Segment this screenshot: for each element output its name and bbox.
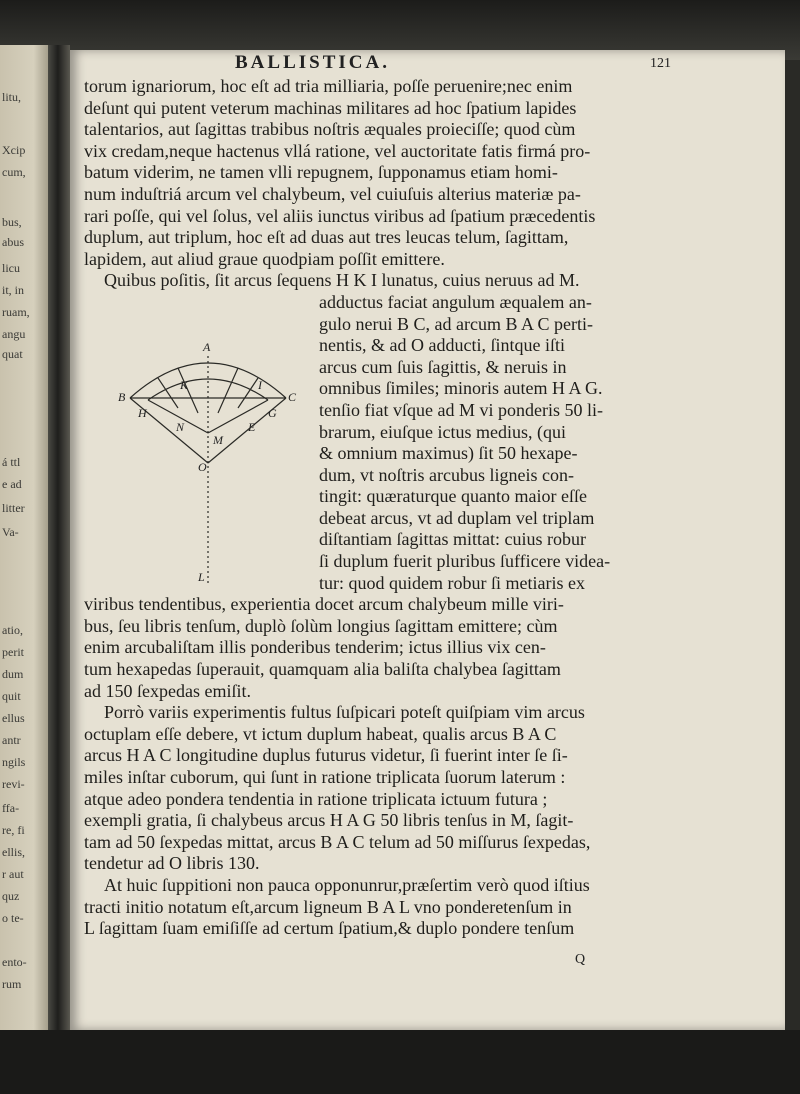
left-fragment: rum [2, 977, 22, 991]
running-title: BALLISTICA. [235, 52, 390, 73]
figure-label: G [268, 406, 277, 420]
text-line: atque adeo pondera tendentia in ratione triplicata ictuum futura ; [84, 788, 548, 809]
left-fragment: Xcip [2, 143, 26, 157]
book-gutter [48, 45, 70, 1030]
text-line: adductus faciat angulum æqualem an- [319, 291, 592, 312]
left-fragment: o te- [2, 911, 24, 925]
text-line: gulo nerui B C, ad arcum B A C perti- [319, 313, 593, 334]
left-fragment: licu [2, 261, 20, 275]
left-fragment: bus, [2, 215, 22, 229]
text-line: arcus H A C longitudine duplus futurus videtur, ſi fuerint inter ſe ſi- [84, 745, 568, 766]
text-line: tingit: quæraturque quanto maior eſſe [319, 486, 587, 507]
figure-label: N [176, 420, 185, 434]
text-line: exempli gratia, ſi chalybeus arcus H A G 50 libris tenſus in M, ſagit- [84, 810, 574, 831]
text-line: dum, vt noſtris arcubus ligneis con- [319, 464, 574, 485]
left-fragment: perit [2, 645, 24, 659]
text-line: Quibus poſitis, ſit arcus ſequens H K I lunatus, cuius neruus ad M. [104, 270, 580, 291]
text-line: tracti initio notatum eſt,arcum ligneum B A L vno ponderetenſum in [84, 896, 572, 917]
text-line: batum viderim, ne tamen vlli repugnem, ſupponamus etiam homi- [84, 162, 558, 183]
text-line: arcus cum ſuis ſagittis, & neruis in [319, 356, 567, 377]
signature-mark: Q [575, 952, 586, 967]
figure-label: C [288, 390, 297, 404]
text-line: ad 150 ſexpedas emiſit. [84, 680, 251, 701]
text-line: num induſtriá arcum vel chalybeum, vel cuiuſuis alterius materiæ pa- [84, 183, 581, 204]
text-line: octuplam eſſe debere, vt ictum duplum habeat, qualis arcus B A C [84, 723, 557, 744]
figure-label: L [198, 570, 205, 584]
left-fragment: litter [2, 501, 25, 515]
text-line: rari poſſe, qui vel ſolus, vel aliis iunctus viribus ad ſpatium præcedentis [84, 205, 596, 226]
left-fragment: quit [2, 689, 21, 703]
text-line: talentarios, aut ſagittas trabibus noſtris æquales proieciſſe; quod cùm [84, 119, 576, 140]
text-line: L ſagittam ſuam emiſiſſe ad certum ſpatium,& duplo pondere tenſum [84, 918, 575, 939]
left-fragment: it, in [2, 283, 25, 297]
figure-label: K [180, 378, 189, 392]
small-string-right [208, 400, 268, 433]
figure-label: B [118, 390, 126, 404]
left-fragment: Va- [2, 525, 19, 539]
left-fragment: á ttl [2, 455, 21, 469]
text-line: vix credam,neque hactenus vllá ratione, vel auctoritate fatis firmá pro- [84, 140, 591, 161]
text-line: ſi duplum fuerit pluribus ſufficere videa- [319, 551, 611, 572]
text-line: tur: quod quidem robur ſi metiaris ex [319, 572, 585, 593]
text-line: duplum, aut triplum, hoc eſt ad duas aut tres leucas telum, ſagittam, [84, 227, 569, 248]
left-fragment: antr [2, 733, 21, 747]
figure-label: A [203, 340, 211, 354]
figure-label: E [248, 420, 256, 434]
text-line: debeat arcus, vt ad duplam vel triplam [319, 507, 595, 528]
text-line: miles inſtar cuborum, qui ſunt in ratione triplicata ſuorum laterum : [84, 767, 566, 787]
left-fragment: re, fi [2, 823, 25, 837]
bow-diagram [118, 338, 298, 588]
figure-label: I [258, 378, 262, 392]
text-line: bus, ſeu libris tenſum, duplò ſolùm longius ſagittam emittere; cùm [84, 615, 558, 636]
figure-label: M [213, 433, 223, 447]
text-line: At huic ſuppitioni non pauca opponunrur,præſertim verò quod iſtius [104, 874, 590, 895]
left-fragment: atio, [2, 623, 23, 637]
left-fragment: r aut [2, 867, 24, 881]
left-fragment: dum [2, 667, 24, 681]
left-fragment: ffa- [2, 801, 20, 815]
text-line: viribus tendentibus, experientia docet arcum chalybeum mille viri- [84, 594, 564, 615]
text-line: Porrò variis experimentis fultus ſuſpicari poteſt quiſpiam vim arcus [104, 702, 585, 723]
left-fragment: revi- [2, 777, 25, 791]
page-number: 121 [650, 56, 671, 71]
left-fragment: cum, [2, 165, 26, 179]
text-line: brarum, eiuſque ictus medius, (qui [319, 421, 566, 442]
figure-label: H [138, 406, 147, 420]
left-fragment: ellis, [2, 845, 25, 859]
left-fragment: e ad [2, 477, 22, 491]
left-fragment: litu, [2, 90, 22, 104]
text-line: tendetur ad O libris 130. [84, 853, 260, 874]
text-line: tam ad 50 ſexpedas mittat, arcus B A C telum ad 50 miſſurus ſexpedas, [84, 831, 591, 852]
left-fragment: ellus [2, 711, 25, 725]
left-fragment: ruam, [2, 305, 30, 319]
text-line: tum hexapedas ſuperauit, quamquam alia baliſta chalybea ſagittam [84, 659, 561, 680]
left-fragment: quz [2, 889, 20, 903]
left-fragment: ngils [2, 755, 26, 769]
text-line: omnibus ſimiles; minoris autem H A G. [319, 378, 603, 399]
bow-diagram-svg [118, 338, 298, 588]
text-line: lapidem, aut aliud graue quodpiam poſſit emittere. [84, 248, 445, 269]
left-fragment: quat [2, 347, 23, 361]
figure-label: O [198, 460, 207, 474]
text-line: torum ignariorum, hoc eſt ad tria milliaria, poſſe peruenire;nec enim [84, 76, 573, 96]
text-line: & omnium maximus) ſit 50 hexape- [319, 443, 578, 464]
left-fragment: angu [2, 327, 26, 341]
text-line: nentis, & ad O adducti, ſintque iſti [319, 335, 565, 356]
scan-background-bottom [0, 1030, 800, 1094]
left-fragment: ento- [2, 955, 27, 969]
text-line: deſunt qui putent veterum machinas militares ad hoc ſpatium lapides [84, 97, 577, 118]
text-line: tenſio fiat vſque ad M vi ponderis 50 li- [319, 399, 603, 420]
text-line: enim arcubaliſtam illis ponderibus tenderim; ictus illius vix cen- [84, 637, 546, 658]
text-line: diſtantiam ſagittas mittat: cuius robur [319, 529, 586, 550]
left-page-edge [0, 45, 48, 1030]
left-fragment: abus [2, 235, 24, 249]
